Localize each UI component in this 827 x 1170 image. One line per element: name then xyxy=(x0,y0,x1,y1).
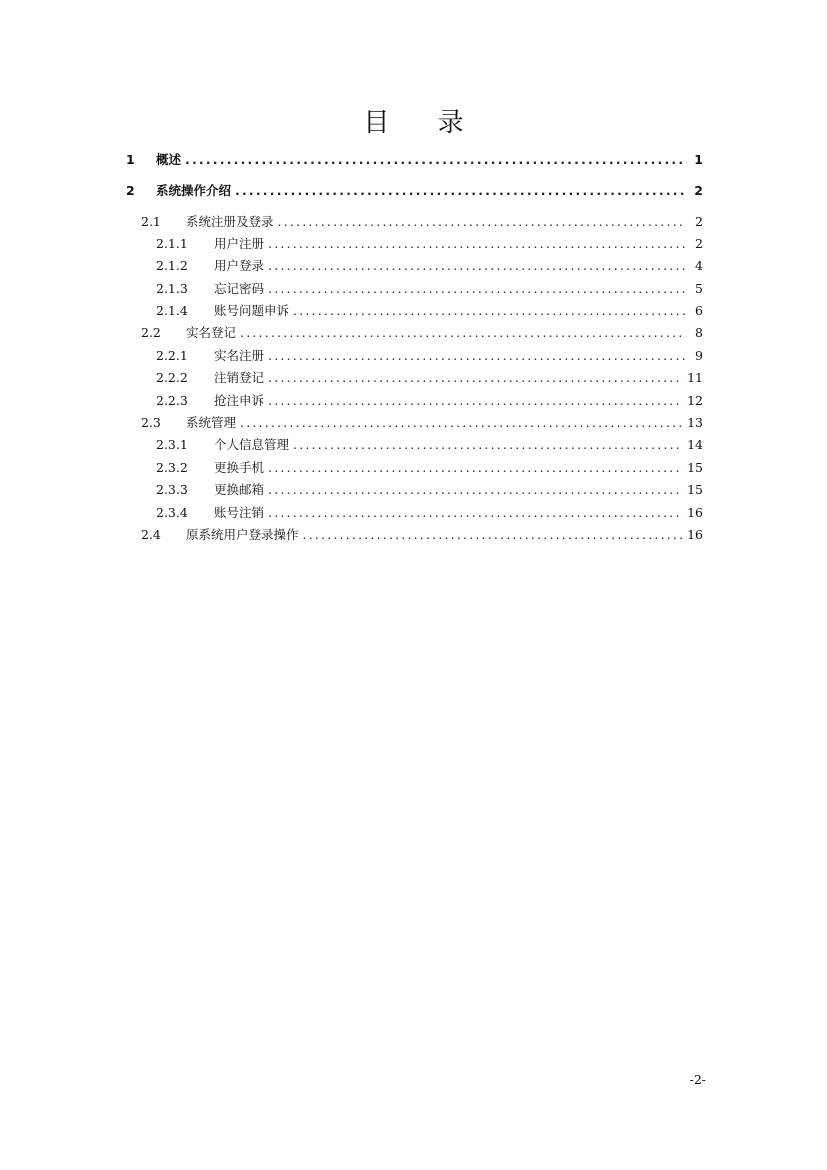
toc-entry-page: 4 xyxy=(695,258,703,273)
toc-entry-number: 2.1.2 xyxy=(156,258,188,273)
toc-leader-dots xyxy=(268,368,683,388)
toc-leader-dots xyxy=(293,301,685,321)
toc-entry-2[interactable] xyxy=(126,181,703,201)
toc-leader-dots xyxy=(235,181,685,201)
toc-entry-number: 2.1 xyxy=(141,214,161,229)
toc-entry-title: 实名登记 xyxy=(186,325,237,340)
toc-entry-number: 2.3.2 xyxy=(156,460,188,475)
toc-title: 目 录 xyxy=(363,108,484,138)
toc-entry-title: 账号注销 xyxy=(214,505,265,520)
toc-entry-2-3-2[interactable] xyxy=(156,458,703,478)
toc-leader-dots xyxy=(268,234,685,254)
toc-entry-page: 12 xyxy=(687,393,703,408)
toc-leader-dots xyxy=(268,503,683,523)
toc-leader-dots xyxy=(268,458,683,478)
toc-leader-dots xyxy=(293,435,683,455)
toc-entry-title: 系统操作介绍 xyxy=(156,183,232,198)
toc-entry-page: 1 xyxy=(694,152,703,167)
toc-entry-number: 2.1.3 xyxy=(156,281,188,296)
toc-entry-2-3[interactable] xyxy=(141,413,703,433)
toc-entry-2-1[interactable] xyxy=(141,212,703,232)
footer-page-number: -2- xyxy=(689,1072,706,1087)
toc-entry-page: 13 xyxy=(687,415,703,430)
toc-entry-title: 个人信息管理 xyxy=(214,437,290,452)
toc-entry-title: 注销登记 xyxy=(214,370,265,385)
toc-entry-2-1-4[interactable] xyxy=(156,301,703,321)
toc-entry-page: 9 xyxy=(695,348,703,363)
toc-entry-2-2[interactable] xyxy=(141,323,703,343)
toc-leader-dots xyxy=(268,346,685,366)
toc-leader-dots xyxy=(303,525,684,545)
toc-entry-2-3-3[interactable] xyxy=(156,480,703,500)
toc-entry-page: 2 xyxy=(695,214,703,229)
toc-entry-page: 16 xyxy=(687,527,703,542)
toc-leader-dots xyxy=(268,391,683,411)
toc-entry-title: 抢注申诉 xyxy=(214,393,265,408)
toc-entry-number: 2.3.3 xyxy=(156,482,188,497)
toc-entry-number: 2.2 xyxy=(141,325,161,340)
toc-entry-number: 2.1.1 xyxy=(156,236,188,251)
toc-entry-number: 2.3.1 xyxy=(156,437,188,452)
toc-entry-title: 系统管理 xyxy=(186,415,237,430)
toc-entry-title: 实名注册 xyxy=(214,348,265,363)
toc-entry-title: 概述 xyxy=(156,152,182,167)
toc-entry-2-2-3[interactable] xyxy=(156,391,703,411)
toc-entry-number: 2.1.4 xyxy=(156,303,188,318)
toc-entry-page: 15 xyxy=(687,460,703,475)
toc-entry-number: 2.2.2 xyxy=(156,370,188,385)
toc-leader-dots xyxy=(268,480,683,500)
toc-leader-dots xyxy=(268,279,685,299)
toc-entry-2-4[interactable] xyxy=(141,525,703,545)
toc-entry-number: 2 xyxy=(126,183,135,198)
toc-entry-number: 2.3.4 xyxy=(156,505,188,520)
toc-entry-2-2-2[interactable] xyxy=(156,368,703,388)
toc-entry-1[interactable] xyxy=(126,150,703,170)
toc-entry-page: 15 xyxy=(687,482,703,497)
toc-entry-title: 用户登录 xyxy=(214,258,265,273)
toc-entry-title: 忘记密码 xyxy=(214,281,265,296)
toc-entry-title: 系统注册及登录 xyxy=(186,214,274,229)
toc-leader-dots xyxy=(240,323,685,343)
toc-entry-page: 2 xyxy=(694,183,703,198)
toc-entry-title: 账号问题申诉 xyxy=(214,303,290,318)
toc-entry-2-3-4[interactable] xyxy=(156,503,703,523)
toc-entry-title: 更换邮箱 xyxy=(214,482,265,497)
toc-leader-dots xyxy=(278,212,685,232)
toc-entry-title: 原系统用户登录操作 xyxy=(186,527,299,542)
toc-leader-dots xyxy=(240,413,683,433)
toc-entry-number: 2.4 xyxy=(141,527,161,542)
toc-entry-number: 1 xyxy=(126,152,135,167)
toc-entry-2-2-1[interactable] xyxy=(156,346,703,366)
toc-entry-title: 用户注册 xyxy=(214,236,265,251)
toc-entry-2-1-3[interactable] xyxy=(156,279,703,299)
toc-entry-2-1-1[interactable] xyxy=(156,234,703,254)
toc-entry-title: 更换手机 xyxy=(214,460,265,475)
toc-entry-page: 2 xyxy=(695,236,703,251)
toc-entry-2-3-1[interactable] xyxy=(156,435,703,455)
toc-entry-page: 5 xyxy=(695,281,703,296)
toc-leader-dots xyxy=(268,256,685,276)
toc-entry-page: 6 xyxy=(695,303,703,318)
toc-entry-page: 11 xyxy=(687,370,703,385)
toc-entry-page: 16 xyxy=(687,505,703,520)
toc-entry-page: 14 xyxy=(687,437,703,452)
toc-entry-number: 2.2.3 xyxy=(156,393,188,408)
toc-entry-number: 2.2.1 xyxy=(156,348,188,363)
toc-entry-page: 8 xyxy=(695,325,703,340)
toc-leader-dots xyxy=(185,150,685,170)
toc-entry-2-1-2[interactable] xyxy=(156,256,703,276)
toc-entry-number: 2.3 xyxy=(141,415,161,430)
